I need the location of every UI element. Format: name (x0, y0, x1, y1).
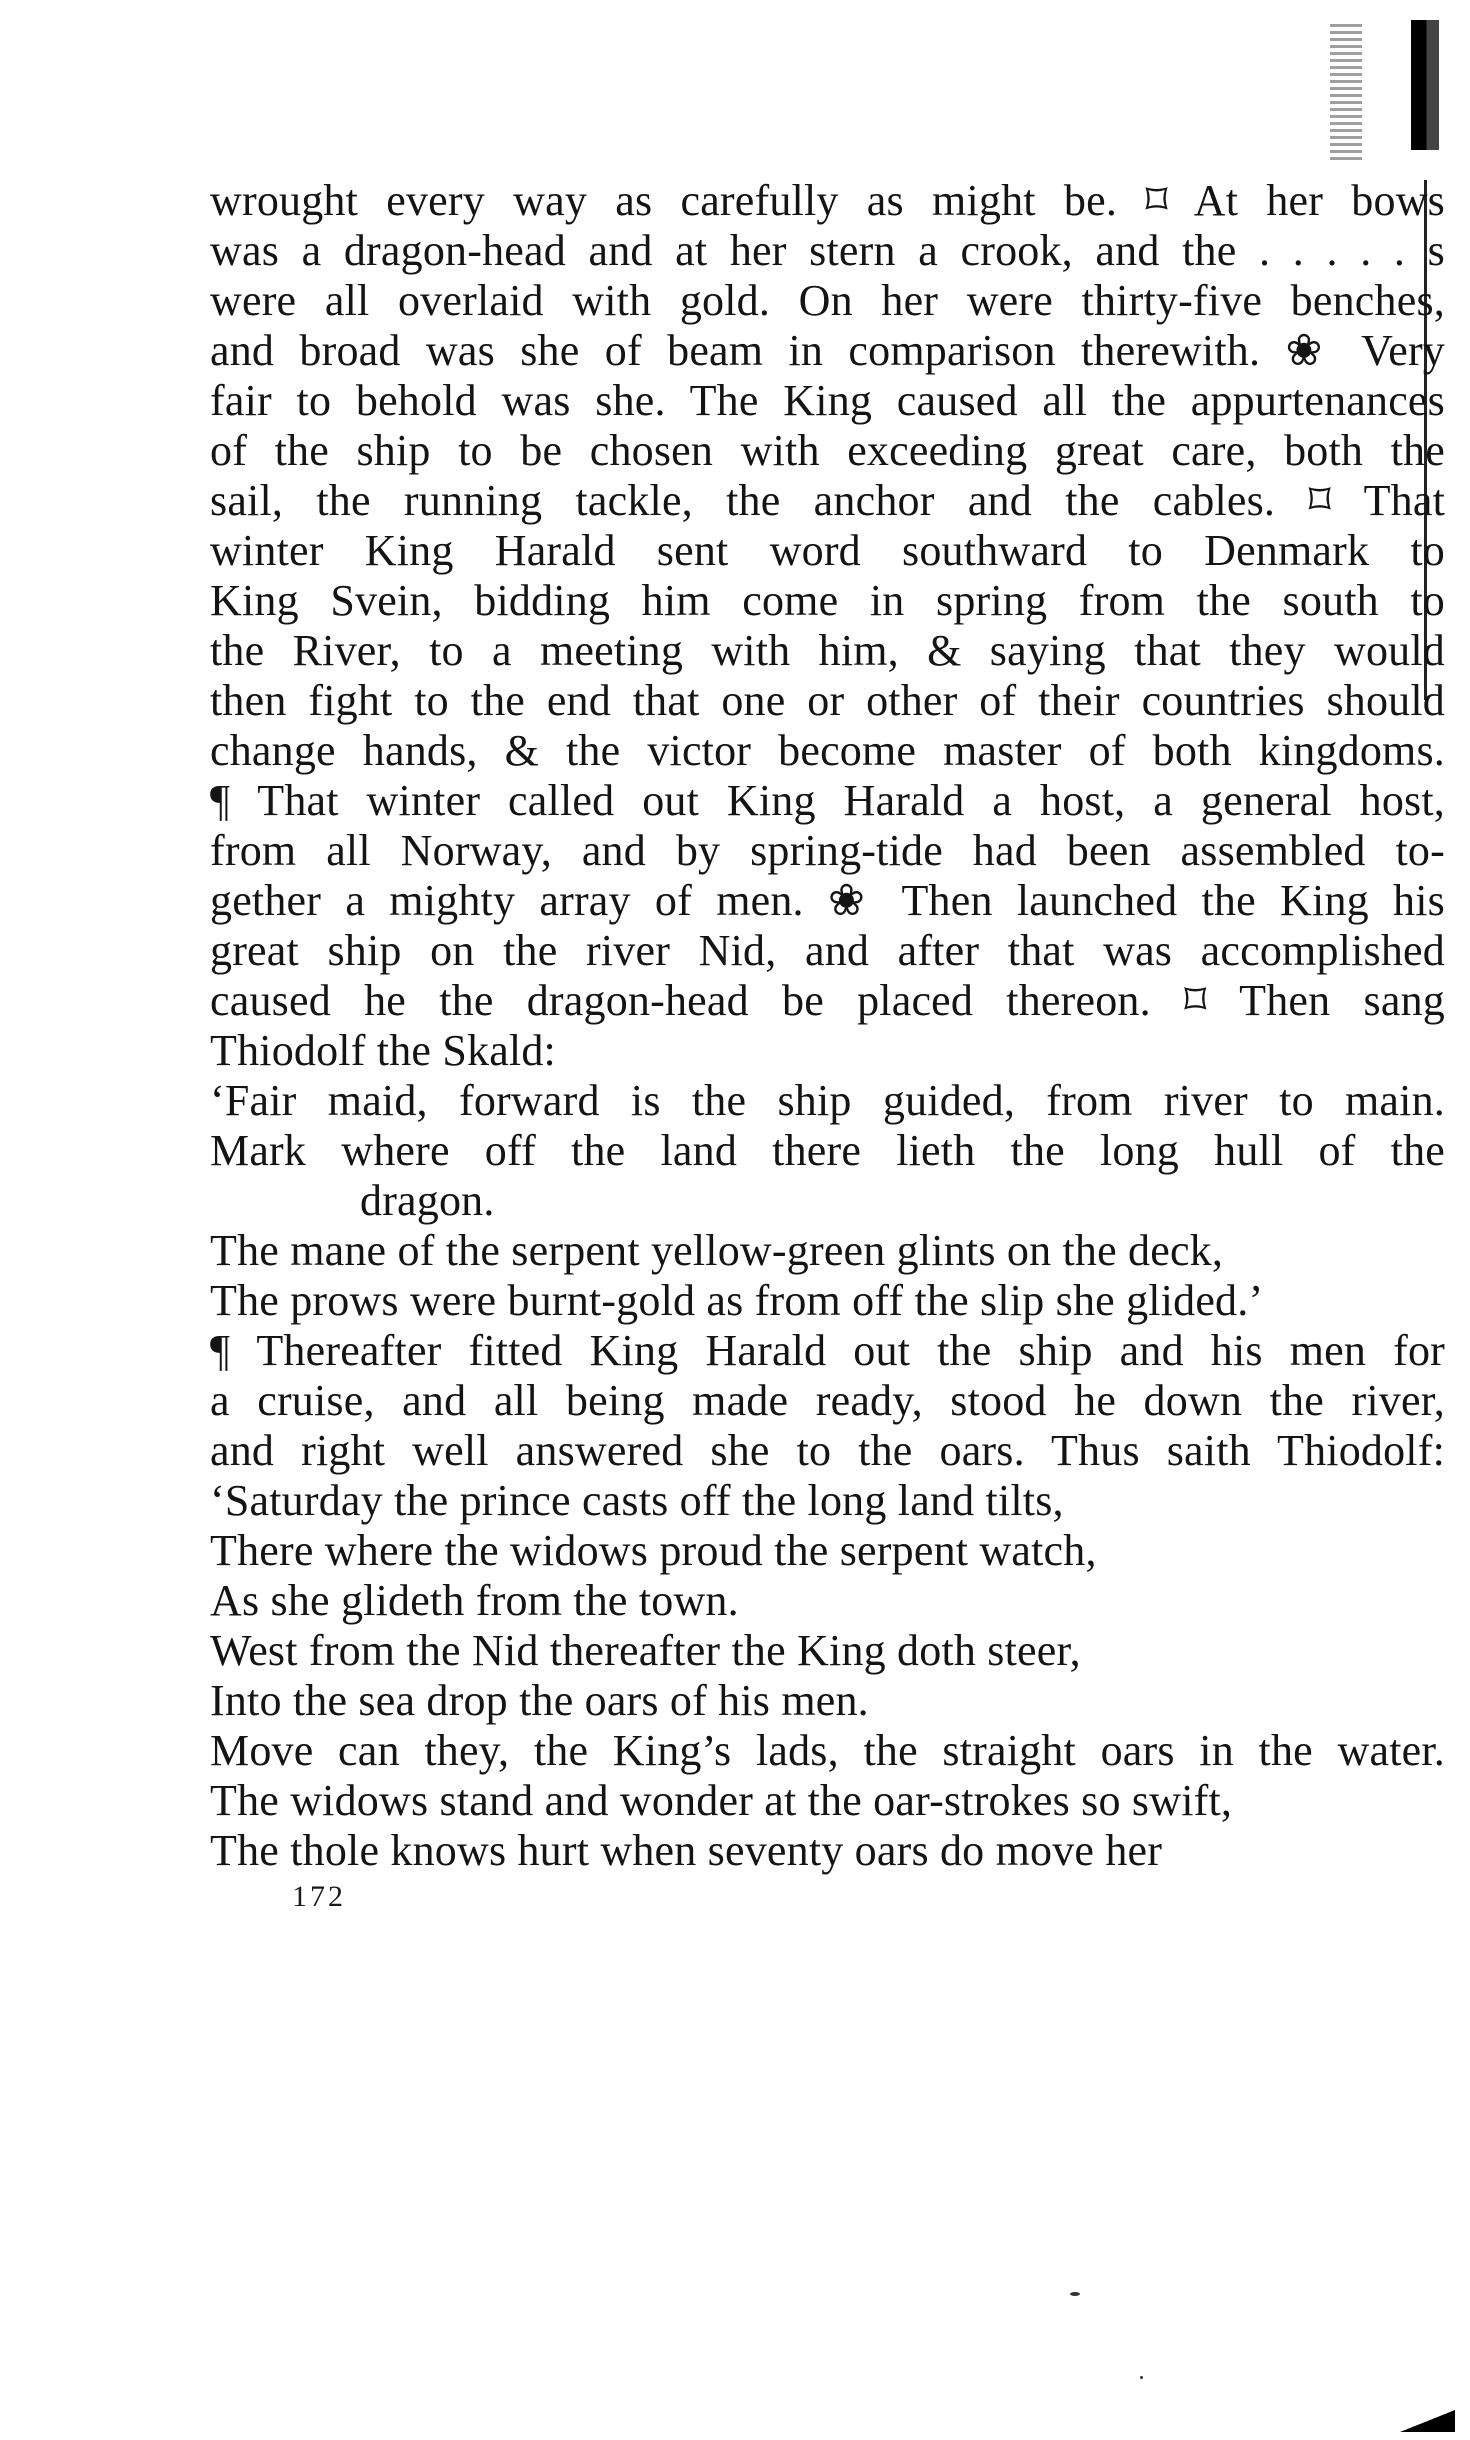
text-line: sail, the running tackle, the anchor and the cables. ⌑ That (210, 476, 1445, 525)
text-line: winter King Harald sent word southward to Denmark to (210, 526, 1445, 575)
text-line: the River, to a meeting with him, & saying that they would (210, 626, 1445, 675)
text-line: King Svein, bidding him come in spring from the south to (210, 576, 1445, 625)
text-line: and right well answered she to the oars. Thus saith Thiodolf: (210, 1426, 1445, 1475)
text-line: change hands, & the victor become master of both kingdoms. (210, 726, 1445, 775)
verse-line: ‘Fair maid, forward is the ship guided, from river to main. (210, 1076, 1445, 1125)
text-line: great ship on the river Nid, and after that was accomplished (210, 926, 1445, 975)
text-line: ¶ That winter called out King Harald a host, a general host, (210, 776, 1445, 825)
text-line: gether a mighty array of men. ❀ Then launched the King his (210, 876, 1445, 925)
text-line: a cruise, and all being made ready, stood he down the river, (210, 1376, 1445, 1425)
text-line: caused he the dragon-head be placed thereon. ⌑ Then sang (210, 976, 1445, 1025)
page-number: 172 (292, 1880, 346, 1913)
corner-scan-mark (1400, 2410, 1455, 2432)
text-line: then fight to the end that one or other of their countries should (210, 676, 1445, 725)
verse-line: The prows were burnt-gold as from off the slip she glided.’ (210, 1276, 1264, 1325)
text-line: of the ship to be chosen with exceeding great care, both the (210, 426, 1445, 475)
edge-thumb-tab (1411, 20, 1439, 150)
scan-speck (1070, 2292, 1080, 2296)
text-line: from all Norway, and by spring-tide had been assembled to- (210, 826, 1445, 875)
text-line: and broad was she of beam in comparison therewith. ❀ Very (210, 326, 1445, 375)
verse-line: As she glideth from the town. (210, 1576, 739, 1625)
verse-line: Mark where off the land there lieth the long hull of the (210, 1126, 1445, 1175)
verse-line: There where the widows proud the serpent watch, (210, 1526, 1097, 1575)
verse-line: West from the Nid thereafter the King doth steer, (210, 1626, 1081, 1675)
text-line: were all overlaid with gold. On her were thirty-five benches, (210, 276, 1445, 325)
scan-speck (1140, 2376, 1143, 2379)
verse-line: Into the sea drop the oars of his men. (210, 1676, 869, 1725)
text-line: wrought every way as carefully as might be. ⌑ At her bows (210, 176, 1445, 225)
verse-line: Move can they, the King’s lads, the straight oars in the water. (210, 1726, 1445, 1775)
verse-line: ‘Saturday the prince casts off the long land tilts, (210, 1476, 1064, 1525)
verse-line: The thole knows hurt when seventy oars do move her (210, 1826, 1163, 1875)
verse-line: The mane of the serpent yellow-green glints on the deck, (210, 1226, 1224, 1275)
text-line: Thiodolf the Skald: (210, 1026, 556, 1075)
text-line: ¶ Thereafter fitted King Harald out the ship and his men for (210, 1326, 1445, 1375)
verse-line: The widows stand and wonder at the oar-strokes so swift, (210, 1776, 1233, 1825)
edge-scan-mark (1330, 20, 1362, 160)
verse-line: dragon. (360, 1176, 495, 1225)
text-line: fair to behold was she. The King caused all the appurtenances (210, 376, 1445, 425)
text-line: was a dragon-head and at her stern a crook, and the . . . . . s (210, 226, 1445, 275)
